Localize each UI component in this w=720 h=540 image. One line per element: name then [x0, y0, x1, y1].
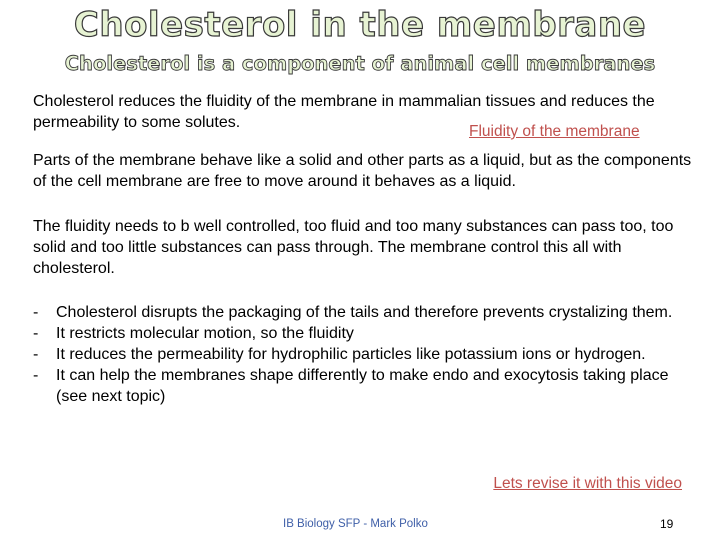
- list-item-text: It can help the membranes shape differently to make endo and exocytosis taking place (see next topic): [56, 367, 669, 405]
- list-item: [33, 344, 703, 365]
- footer-text: IB Biology SFP - Mark Polko: [283, 518, 428, 530]
- slide-subtitle: Cholesterol is a component of animal cell membranes: [64, 52, 656, 75]
- paragraph-solid-liquid: Parts of the membrane behave like a solid and other parts as a liquid, but as the components of the cell membrane are free to move around it behaves as a liquid.: [33, 152, 692, 190]
- bullet-dash: -: [33, 367, 39, 384]
- slide-title: Cholesterol in the membrane: [73, 5, 647, 45]
- paragraph-fluidity-intro: Cholesterol reduces the fluidity of the membrane in mammalian tissues and reduces the permeability to some solutes.: [33, 93, 655, 131]
- list-item-text: It reduces the permeability for hydrophilic particles like potassium ions or hydrogen.: [56, 346, 646, 363]
- revise-video-link[interactable]: Lets revise it with this video: [493, 475, 682, 492]
- fluidity-of-membrane-link[interactable]: Fluidity of the membrane: [469, 123, 640, 140]
- list-item: [33, 302, 703, 323]
- bullet-dash: -: [33, 304, 39, 321]
- page-number: 19: [660, 517, 674, 531]
- bullet-dash: -: [33, 325, 39, 342]
- list-item-text: Cholesterol disrupts the packaging of the tails and therefore prevents crystalizing them.: [56, 304, 673, 321]
- bullet-dash: -: [33, 346, 39, 363]
- list-item-text: It restricts molecular motion, so the fluidity: [56, 325, 354, 342]
- cholesterol-effects-list: [33, 302, 703, 407]
- paragraph-fluidity-control: The fluidity needs to b well controlled, too fluid and too many substances can pass too, too solid and too little substances can pass through. The membrane control this all with cholesterol.: [33, 218, 674, 277]
- list-item: [33, 365, 703, 407]
- list-item: [33, 323, 703, 344]
